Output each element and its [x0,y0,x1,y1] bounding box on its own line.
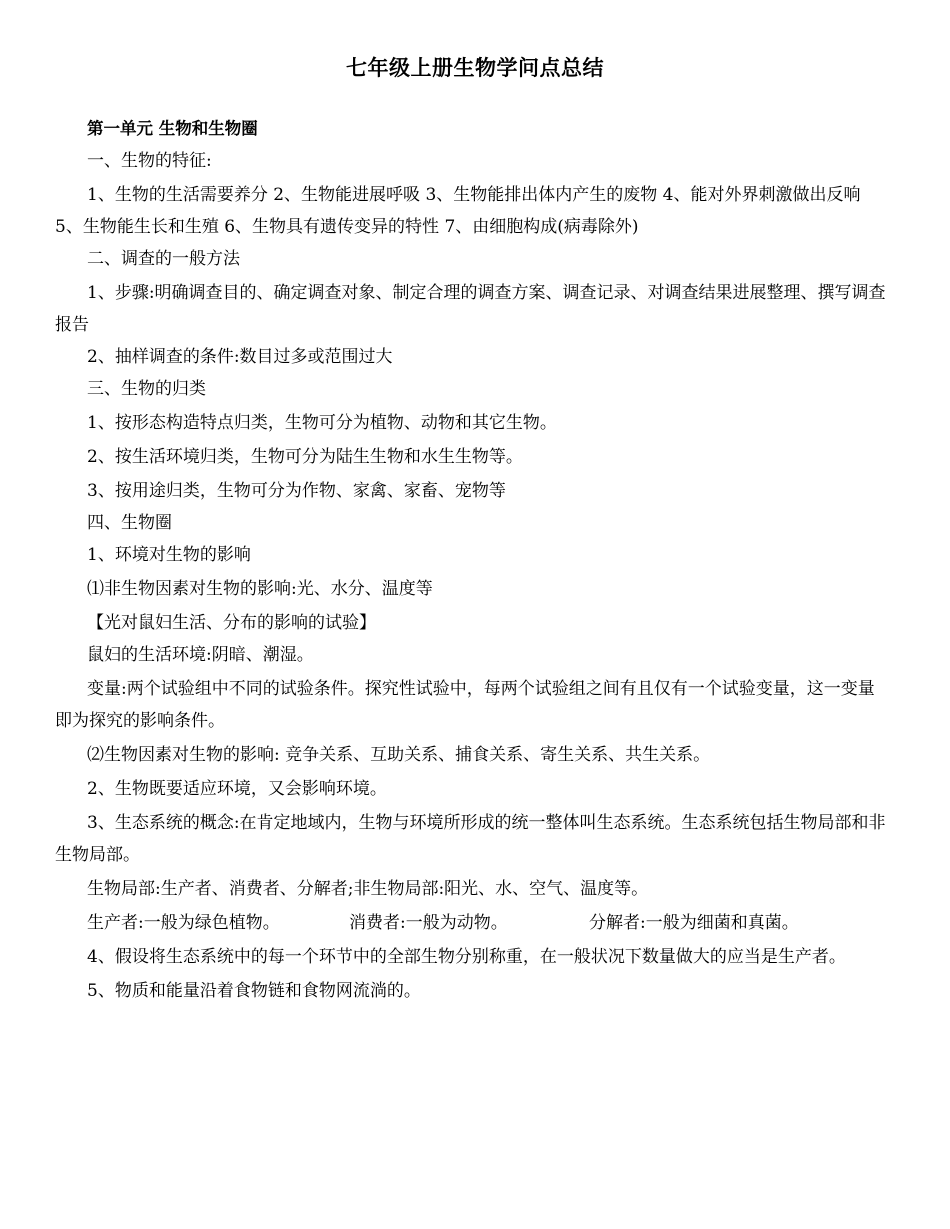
paragraph: 1、环境对生物的影响 [87,545,251,565]
unit-heading: 第一单元 生物和生物圈 [87,119,258,138]
paragraph: 1、按形态构造特点归类，生物可分为植物、动物和其它生物。 [87,413,557,433]
paragraph: 5、物质和能量沿着食物链和食物网流淌的。 [87,981,421,1001]
decomposer-text: 分解者:一般为细菌和真菌。 [589,913,799,933]
paragraph: 变量:两个试验组中不同的试验条件。探究性试验中，每两个试验组之间有且仅有一个试验变量，这一变量即为探究的影响条件。 [55,679,875,731]
roles-line [55,907,890,939]
section-heading: 四、生物圈 [87,513,172,533]
producer-text: 生产者:一般为绿色植物。 [87,913,280,933]
section-heading: 一、生物的特征: [87,151,212,171]
paragraph: ⑵生物因素对生物的影响: 竞争关系、互助关系、捕食关系、寄生关系、共生关系。 [87,745,711,765]
document-body [55,113,890,1007]
paragraph: 3、生态系统的概念:在肯定地域内，生物与环境所形成的统一整体叫生态系统。生态系统包括生物局部和非生物局部。 [55,813,886,865]
paragraph: 鼠妇的生活环境:阴暗、潮湿。 [87,645,314,665]
section-heading: 三、生物的归类 [87,379,206,399]
paragraph: 2、按生活环境归类，生物可分为陆生生物和水生生物等。 [87,447,523,467]
section-heading: 二、调查的一般方法 [87,249,240,269]
paragraph: 生物局部:生产者、消费者、分解者;非生物局部:阳光、水、空气、温度等。 [87,879,649,899]
paragraph: 3、按用途归类，生物可分为作物、家禽、家畜、宠物等 [87,481,506,501]
paragraph: 1、步骤:明确调查目的、确定调查对象、制定合理的调查方案、调查记录、对调查结果进展整理、撰写调查报告 [55,283,886,335]
paragraph: 4、假设将生态系统中的每一个环节中的全部生物分别称重，在一般状况下数量做大的应当是生产者。 [87,947,846,967]
paragraph: 2、生物既要适应环境，又会影响环境。 [87,779,387,799]
paragraph: 2、抽样调查的条件:数目过多或范围过大 [87,347,393,367]
experiment-heading: 【光对鼠妇生活、分布的影响的试验】 [87,613,376,633]
page-title: 七年级上册生物学问点总结 [346,56,604,80]
consumer-text: 消费者:一般为动物。 [349,913,508,933]
paragraph: ⑴非生物因素对生物的影响:光、水分、温度等 [87,579,433,599]
paragraph: 1、生物的生活需要养分 2、生物能进展呼吸 3、生物能排出体内产生的废物 4、能对外界刺激做出反响 5、生物能生长和生殖 6、生物具有遗传变异的特性 7、由细胞构成(病毒除外) [55,185,861,237]
